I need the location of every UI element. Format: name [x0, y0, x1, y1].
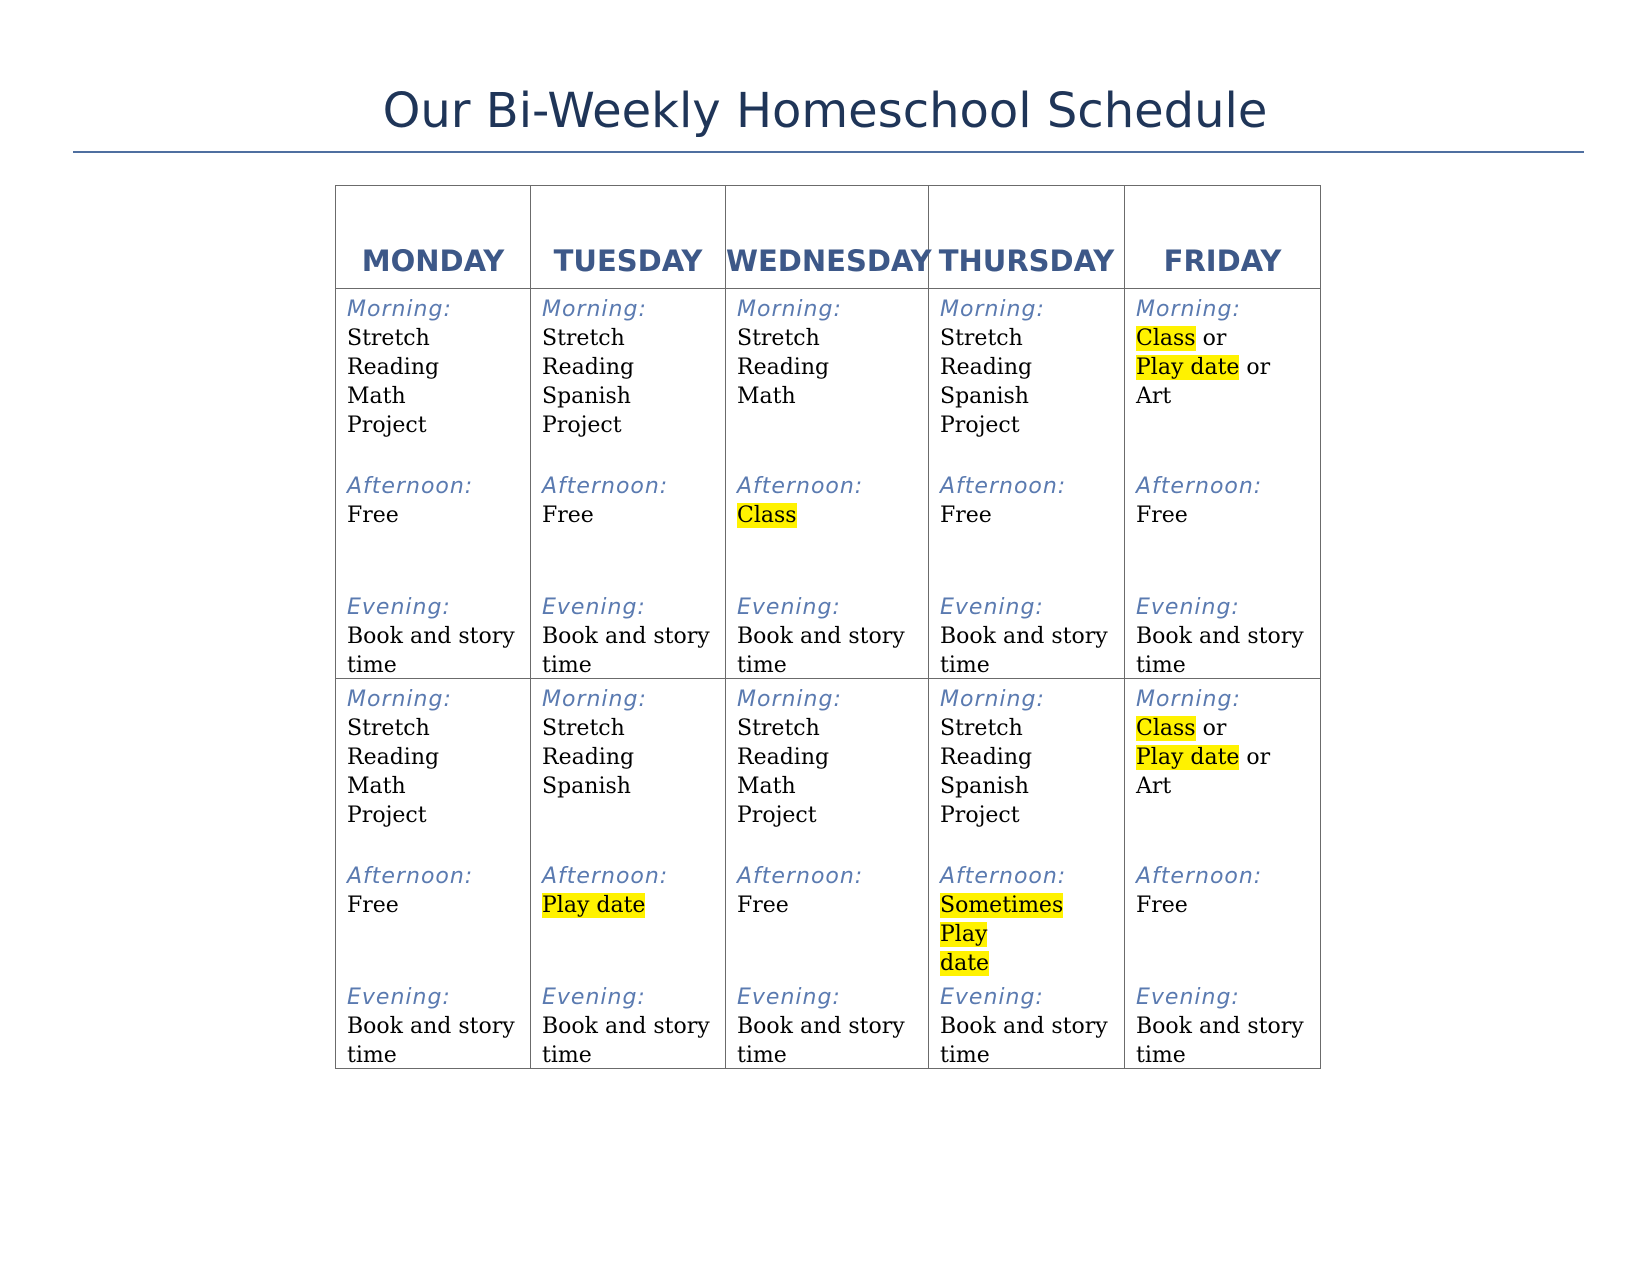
activity-line — [1136, 651, 1312, 680]
activity-line — [1136, 743, 1312, 772]
evening-label: Evening: — [542, 595, 646, 620]
activity-line — [1136, 714, 1312, 743]
activity-text: Stretch — [347, 716, 430, 741]
activity-line — [940, 382, 1116, 411]
activity-line — [1136, 353, 1312, 382]
activity-text: Art — [1136, 774, 1172, 799]
schedule-cell-week2-thursday — [929, 679, 1125, 1069]
activity-line — [542, 622, 717, 651]
activity-text: Project — [542, 413, 622, 438]
activity-line — [737, 1041, 920, 1070]
activity-line — [940, 949, 1116, 978]
schedule-cell-week1-tuesday — [531, 289, 726, 679]
activity-text: Reading — [542, 355, 635, 380]
day-header-row — [336, 186, 1321, 289]
activity-text: time — [347, 653, 397, 678]
morning-label: Morning: — [542, 687, 647, 712]
activity-line — [940, 651, 1116, 680]
activity-text: time — [347, 1043, 397, 1068]
morning-block — [737, 295, 920, 411]
activity-text: Spanish — [542, 774, 631, 799]
activity-line — [940, 891, 1116, 949]
activity-text: time — [542, 653, 592, 678]
activity-line — [737, 772, 920, 801]
activity-line — [940, 1012, 1116, 1041]
afternoon-label: Afternoon: — [737, 474, 864, 499]
schedule-cell-week1-thursday — [929, 289, 1125, 679]
activity-line — [1136, 622, 1312, 651]
morning-label: Morning: — [940, 687, 1045, 712]
activity-text: Free — [347, 893, 399, 918]
activity-text: Project — [940, 803, 1020, 828]
schedule-cell-week1-wednesday — [726, 289, 929, 679]
evening-block — [940, 983, 1116, 1070]
activity-text: Stretch — [347, 326, 430, 351]
morning-block — [1136, 295, 1312, 411]
activity-line — [347, 772, 522, 801]
activity-text: Book and story — [1136, 1014, 1304, 1039]
activity-text: time — [1136, 653, 1186, 678]
activity-text: time — [940, 1043, 990, 1068]
morning-label: Morning: — [347, 687, 452, 712]
activity-line — [542, 772, 717, 801]
activity-text: Stretch — [940, 326, 1023, 351]
evening-block — [542, 593, 717, 680]
afternoon-block — [542, 862, 717, 920]
afternoon-label: Afternoon: — [940, 864, 1067, 889]
afternoon-label: Afternoon: — [347, 474, 474, 499]
activity-text: Project — [737, 803, 817, 828]
evening-block — [347, 983, 522, 1070]
schedule-table — [335, 185, 1321, 1069]
activity-line — [347, 324, 522, 353]
activity-text: Math — [347, 384, 406, 409]
activity-text: Stretch — [542, 716, 625, 741]
activity-line — [940, 1041, 1116, 1070]
activity-text: Free — [1136, 893, 1188, 918]
activity-text: Math — [347, 774, 406, 799]
activity-line — [542, 651, 717, 680]
activity-text: time — [737, 653, 787, 678]
activity-line — [940, 622, 1116, 651]
activity-line — [347, 801, 522, 830]
evening-block — [347, 593, 522, 680]
afternoon-label: Afternoon: — [940, 474, 1067, 499]
activity-text: time — [737, 1043, 787, 1068]
highlighted-activity: Play date — [1136, 355, 1240, 380]
activity-line — [737, 743, 920, 772]
activity-line — [347, 891, 522, 920]
activity-line — [737, 353, 920, 382]
morning-label: Morning: — [737, 297, 842, 322]
afternoon-block — [1136, 862, 1312, 920]
activity-text: Project — [347, 413, 427, 438]
highlighted-activity: Class — [1136, 716, 1196, 741]
day-cell-content — [347, 685, 522, 1068]
activity-text: Stretch — [737, 716, 820, 741]
activity-text: Book and story — [940, 1014, 1108, 1039]
afternoon-label: Afternoon: — [737, 864, 864, 889]
activity-line — [1136, 1041, 1312, 1070]
morning-block — [542, 295, 717, 440]
activity-line — [542, 353, 717, 382]
activity-text: Reading — [542, 745, 635, 770]
activity-text: Reading — [737, 355, 830, 380]
activity-text: Book and story — [737, 1014, 905, 1039]
schedule-cell-week1-friday — [1125, 289, 1321, 679]
morning-label: Morning: — [347, 297, 452, 322]
activity-text: Spanish — [542, 384, 631, 409]
morning-label: Morning: — [1136, 297, 1241, 322]
activity-line — [940, 353, 1116, 382]
activity-line — [940, 324, 1116, 353]
activity-line — [347, 622, 522, 651]
activity-line — [347, 1012, 522, 1041]
activity-text: time — [1136, 1043, 1186, 1068]
activity-text: Free — [542, 503, 594, 528]
activity-text: Reading — [347, 745, 440, 770]
activity-text: time — [542, 1043, 592, 1068]
activity-text: Book and story — [1136, 624, 1304, 649]
highlighted-activity: Class — [1136, 326, 1196, 351]
activity-line — [347, 501, 522, 530]
activity-text: Project — [347, 803, 427, 828]
activity-line — [940, 714, 1116, 743]
evening-label: Evening: — [347, 985, 451, 1010]
activity-line — [1136, 772, 1312, 801]
morning-label: Morning: — [737, 687, 842, 712]
day-header-monday: MONDAY — [336, 186, 531, 289]
day-cell-content — [737, 295, 920, 678]
activity-line — [347, 651, 522, 680]
evening-label: Evening: — [940, 595, 1044, 620]
morning-block — [347, 295, 522, 440]
activity-line — [940, 501, 1116, 530]
morning-block — [940, 685, 1116, 830]
activity-text: Reading — [347, 355, 440, 380]
evening-label: Evening: — [1136, 985, 1240, 1010]
day-cell-content — [542, 295, 717, 678]
afternoon-block — [940, 862, 1116, 978]
activity-text: Art — [1136, 384, 1172, 409]
morning-label: Morning: — [542, 297, 647, 322]
afternoon-label: Afternoon: — [542, 474, 669, 499]
activity-line — [940, 801, 1116, 830]
activity-text: or — [1239, 745, 1271, 770]
evening-block — [737, 983, 920, 1070]
activity-text: Free — [737, 893, 789, 918]
evening-block — [1136, 983, 1312, 1070]
activity-text: Stretch — [737, 326, 820, 351]
activity-text: Book and story — [347, 1014, 515, 1039]
evening-label: Evening: — [737, 595, 841, 620]
activity-text: Book and story — [542, 1014, 710, 1039]
activity-line — [1136, 324, 1312, 353]
day-header-friday: FRIDAY — [1125, 186, 1321, 289]
activity-line — [1136, 501, 1312, 530]
day-cell-content — [542, 685, 717, 1068]
activity-line — [737, 324, 920, 353]
activity-line — [1136, 891, 1312, 920]
week-row-1 — [336, 289, 1321, 679]
activity-line — [1136, 1012, 1312, 1041]
activity-line — [1136, 382, 1312, 411]
activity-line — [940, 743, 1116, 772]
activity-line — [737, 1012, 920, 1041]
activity-text: time — [940, 653, 990, 678]
activity-line — [737, 714, 920, 743]
highlighted-activity: Play date — [542, 893, 646, 918]
activity-text: Book and story — [940, 624, 1108, 649]
activity-line — [737, 651, 920, 680]
activity-line — [737, 891, 920, 920]
evening-label: Evening: — [1136, 595, 1240, 620]
activity-line — [347, 411, 522, 440]
activity-text: Spanish — [940, 774, 1029, 799]
activity-line — [542, 382, 717, 411]
evening-block — [542, 983, 717, 1070]
morning-block — [737, 685, 920, 830]
activity-line — [542, 1041, 717, 1070]
activity-line — [542, 501, 717, 530]
evening-block — [737, 593, 920, 680]
activity-line — [737, 801, 920, 830]
activity-text: Reading — [737, 745, 830, 770]
activity-line — [542, 411, 717, 440]
activity-text: Free — [940, 503, 992, 528]
evening-block — [940, 593, 1116, 680]
afternoon-label: Afternoon: — [542, 864, 669, 889]
highlighted-activity: Class — [737, 503, 797, 528]
week-row-2 — [336, 679, 1321, 1069]
morning-label: Morning: — [940, 297, 1045, 322]
activity-text: Math — [737, 384, 796, 409]
activity-text: Book and story — [542, 624, 710, 649]
activity-line — [347, 1041, 522, 1070]
morning-block — [1136, 685, 1312, 801]
activity-line — [737, 382, 920, 411]
activity-text: Book and story — [737, 624, 905, 649]
afternoon-block — [737, 862, 920, 920]
activity-line — [940, 772, 1116, 801]
activity-text: Book and story — [347, 624, 515, 649]
morning-block — [347, 685, 522, 830]
highlighted-activity: Sometimes Play — [940, 893, 1064, 947]
activity-text: or — [1195, 326, 1227, 351]
schedule-cell-week2-wednesday — [726, 679, 929, 1069]
activity-text: Reading — [940, 355, 1033, 380]
activity-text: Spanish — [940, 384, 1029, 409]
schedule-cell-week2-friday — [1125, 679, 1321, 1069]
evening-label: Evening: — [542, 985, 646, 1010]
day-header-thursday: THURSDAY — [929, 186, 1125, 289]
activity-text: Reading — [940, 745, 1033, 770]
evening-label: Evening: — [347, 595, 451, 620]
activity-text: or — [1239, 355, 1271, 380]
activity-line — [737, 501, 920, 530]
afternoon-block — [347, 862, 522, 920]
activity-line — [542, 1012, 717, 1041]
activity-line — [542, 891, 717, 920]
afternoon-block — [542, 472, 717, 530]
page-title: Our Bi-Weekly Homeschool Schedule — [382, 83, 1268, 139]
schedule-cell-week2-tuesday — [531, 679, 726, 1069]
morning-block — [940, 295, 1116, 440]
activity-text: Free — [1136, 503, 1188, 528]
afternoon-block — [940, 472, 1116, 530]
day-cell-content — [347, 295, 522, 678]
activity-text: Stretch — [542, 326, 625, 351]
afternoon-label: Afternoon: — [1136, 864, 1263, 889]
day-cell-content — [940, 295, 1116, 678]
day-cell-content — [940, 685, 1116, 1068]
day-header-wednesday: WEDNESDAY — [726, 186, 929, 289]
activity-line — [347, 714, 522, 743]
afternoon-label: Afternoon: — [1136, 474, 1263, 499]
schedule-cell-week2-monday — [336, 679, 531, 1069]
evening-block — [1136, 593, 1312, 680]
activity-line — [347, 382, 522, 411]
highlighted-activity: date — [940, 951, 990, 976]
activity-line — [542, 324, 717, 353]
afternoon-block — [737, 472, 920, 530]
morning-label: Morning: — [1136, 687, 1241, 712]
activity-text: Math — [737, 774, 796, 799]
activity-line — [542, 714, 717, 743]
afternoon-block — [1136, 472, 1312, 530]
activity-text: Stretch — [940, 716, 1023, 741]
activity-text: Project — [940, 413, 1020, 438]
highlighted-activity: Play date — [1136, 745, 1240, 770]
afternoon-label: Afternoon: — [347, 864, 474, 889]
title-underline — [73, 151, 1584, 153]
afternoon-block — [347, 472, 522, 530]
morning-block — [542, 685, 717, 801]
activity-line — [542, 743, 717, 772]
evening-label: Evening: — [737, 985, 841, 1010]
day-header-tuesday: TUESDAY — [531, 186, 726, 289]
day-cell-content — [1136, 295, 1312, 678]
activity-text: Free — [347, 503, 399, 528]
activity-line — [347, 353, 522, 382]
activity-text: or — [1195, 716, 1227, 741]
activity-line — [347, 743, 522, 772]
activity-line — [737, 622, 920, 651]
schedule-cell-week1-monday — [336, 289, 531, 679]
activity-line — [940, 411, 1116, 440]
day-cell-content — [1136, 685, 1312, 1068]
evening-label: Evening: — [940, 985, 1044, 1010]
day-cell-content — [737, 685, 920, 1068]
